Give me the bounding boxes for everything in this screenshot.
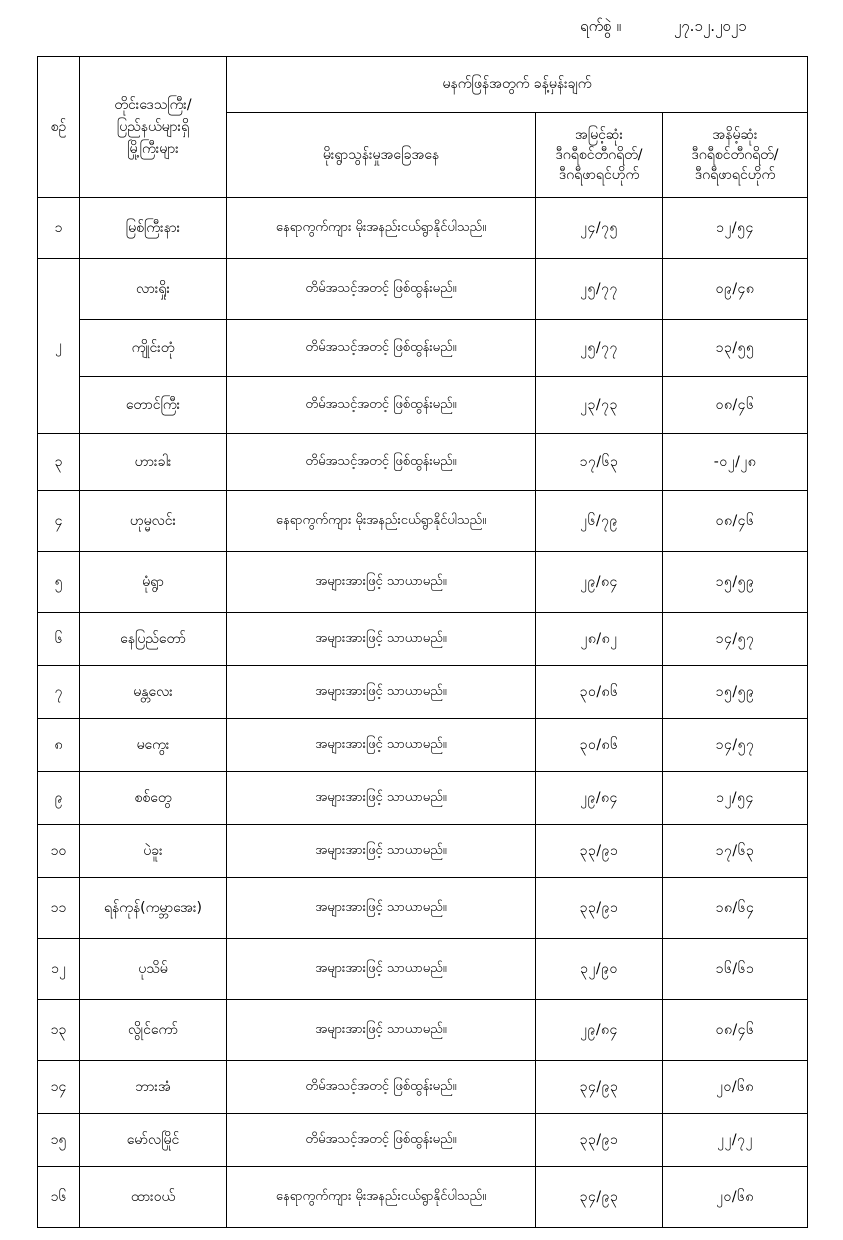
city-name: နေပြည်တော်: [80, 613, 227, 666]
row-number: ၈: [38, 719, 80, 772]
max-temperature: ၃၃/၉၁: [536, 825, 663, 878]
column-header-min-temp: [663, 113, 808, 198]
table-row: [38, 719, 808, 772]
city-name: တောင်ကြီး: [80, 377, 227, 434]
min-temperature: ၁၈/၆၄: [663, 878, 808, 939]
weather-condition: အများအားဖြင့် သာယာမည်။: [227, 666, 536, 719]
weather-condition: တိမ်အသင့်အတင့် ဖြစ်ထွန်းမည်။: [227, 377, 536, 434]
date-label: ရက်စွဲ ။: [580, 17, 622, 35]
min-temperature: ၁၆/၆၁: [663, 939, 808, 1000]
row-number: ၁၃: [38, 1000, 80, 1061]
city-name: မြစ်ကြီးနား: [80, 198, 227, 259]
max-temperature: ၃၄/၉၃: [536, 1061, 663, 1114]
min-temperature: ၁၇/၆၃: [663, 825, 808, 878]
min-temperature: ၀၉/၄၈: [663, 259, 808, 320]
row-number: ၁၂: [38, 939, 80, 1000]
max-temperature: ၂၄/၇၅: [536, 198, 663, 259]
min-temperature: ၂၀/၆၈: [663, 1061, 808, 1114]
table-row: [38, 666, 808, 719]
max-temperature: ၂၃/၇၃: [536, 377, 663, 434]
column-header-weather: မိုးရွာသွန်းမှုအခြေအနေ: [227, 113, 536, 198]
report-date: [580, 14, 747, 38]
min-temperature: ၁၃/၅၅: [663, 320, 808, 377]
max-temperature: ၂၉/၈၄: [536, 1000, 663, 1061]
min-header-line-3: ဒီဂရီဖာရင်ဟိုက်: [694, 167, 776, 183]
row-number: ၇: [38, 666, 80, 719]
min-temperature: ၂၀/၆၈: [663, 1167, 808, 1228]
max-temperature: ၂၆/၇၉: [536, 491, 663, 552]
date-value: ၂၇.၁၂.၂၀၂၁: [673, 17, 747, 35]
max-header-line-2: ဒီဂရီစင်တီဂရိတ်/: [555, 147, 643, 163]
weather-condition: အများအားဖြင့် သာယာမည်။: [227, 825, 536, 878]
weather-condition: တိမ်အသင့်အတင့် ဖြစ်ထွန်းမည်။: [227, 434, 536, 491]
min-temperature: ၁၅/၅၉: [663, 552, 808, 613]
row-number: ၂: [38, 259, 80, 434]
min-header-line-1: အနိမ့်ဆုံး: [712, 127, 758, 143]
row-number: ၆: [38, 613, 80, 666]
weather-condition: အများအားဖြင့် သာယာမည်။: [227, 613, 536, 666]
city-name: ပဲခူး: [80, 825, 227, 878]
row-number: ၅: [38, 552, 80, 613]
table-row: [38, 198, 808, 259]
max-temperature: ၂၉/၈၄: [536, 772, 663, 825]
weather-condition: အများအားဖြင့် သာယာမည်။: [227, 939, 536, 1000]
row-number: ၉: [38, 772, 80, 825]
table-row: [38, 320, 808, 377]
city-name: ပုသိမ်: [80, 939, 227, 1000]
city-name: ဟားခါး: [80, 434, 227, 491]
weather-condition: တိမ်အသင့်အတင့် ဖြစ်ထွန်းမည်။: [227, 320, 536, 377]
min-temperature: ၀၈/၄၆: [663, 1000, 808, 1061]
table-row: [38, 377, 808, 434]
max-header-line-3: ဒီဂရီဖာရင်ဟိုက်: [558, 167, 640, 183]
table-row: [38, 939, 808, 1000]
column-header-no: စဉ်: [38, 57, 80, 198]
weather-condition: နေရာကွက်ကျား မိုးအနည်းငယ်ရွာနိုင်ပါသည်။: [227, 491, 536, 552]
city-name: ဟုမ္မလင်း: [80, 491, 227, 552]
table-row: [38, 1114, 808, 1167]
weather-condition: တိမ်အသင့်အတင့် ဖြစ်ထွန်းမည်။: [227, 1114, 536, 1167]
row-number: ၁၆: [38, 1167, 80, 1228]
row-number: ၁၅: [38, 1114, 80, 1167]
table-row: [38, 491, 808, 552]
min-temperature: ၁၅/၅၉: [663, 666, 808, 719]
row-number: ၁: [38, 198, 80, 259]
region-header-line-2: ပြည်နယ်များရှိ: [116, 119, 190, 135]
max-temperature: ၃၃/၉၁: [536, 878, 663, 939]
min-temperature: ၁၄/၅၇: [663, 613, 808, 666]
table-row: [38, 434, 808, 491]
city-name: ဘားအံ: [80, 1061, 227, 1114]
min-temperature: ၁၂/၅၄: [663, 772, 808, 825]
max-temperature: ၂၈/၈၂: [536, 613, 663, 666]
max-temperature: ၃၀/၈၆: [536, 666, 663, 719]
row-number: ၄: [38, 491, 80, 552]
city-name: လားရှိုး: [80, 259, 227, 320]
weather-condition: နေရာကွက်ကျား မိုးအနည်းငယ်ရွာနိုင်ပါသည်။: [227, 1167, 536, 1228]
city-name: မော်လမြိုင်: [80, 1114, 227, 1167]
row-number: ၁၄: [38, 1061, 80, 1114]
weather-condition: တိမ်အသင့်အတင့် ဖြစ်ထွန်းမည်။: [227, 1061, 536, 1114]
column-header-max-temp: [536, 113, 663, 198]
max-temperature: ၃၄/၉၃: [536, 1167, 663, 1228]
table-row: [38, 878, 808, 939]
max-header-line-1: အမြင့်ဆုံး: [574, 127, 624, 143]
region-header-line-1: တိုင်းဒေသကြီး/: [114, 97, 192, 113]
min-temperature: ၀၈/၄၆: [663, 377, 808, 434]
max-temperature: ၃၃/၉၁: [536, 1114, 663, 1167]
min-temperature: ၀၈/၄၆: [663, 491, 808, 552]
table-row: [38, 825, 808, 878]
row-number: ၁၀: [38, 825, 80, 878]
region-header-line-3: မြို့ကြီးများ: [127, 141, 179, 157]
max-temperature: ၂၅/၇၇: [536, 320, 663, 377]
max-temperature: ၃၂/၉၀: [536, 939, 663, 1000]
city-name: ကျိုင်းတုံ: [80, 320, 227, 377]
table-row: [38, 772, 808, 825]
city-name: မကွေး: [80, 719, 227, 772]
column-header-region: [80, 57, 227, 198]
max-temperature: ၁၇/၆၃: [536, 434, 663, 491]
row-number: ၁၁: [38, 878, 80, 939]
weather-condition: အများအားဖြင့် သာယာမည်။: [227, 1000, 536, 1061]
max-temperature: ၂၉/၈၄: [536, 552, 663, 613]
table-row: [38, 1167, 808, 1228]
forecast-table: [37, 56, 808, 1228]
min-temperature: ၁၄/၅၇: [663, 719, 808, 772]
city-name: ရန်ကုန်(ကမ္ဘာအေး): [80, 878, 227, 939]
table-row: [38, 1000, 808, 1061]
min-header-line-2: ဒီဂရီစင်တီဂရိတ်/: [691, 147, 779, 163]
min-temperature: ၁၂/၅၄: [663, 198, 808, 259]
weather-condition: အများအားဖြင့် သာယာမည်။: [227, 772, 536, 825]
city-name: စစ်တွေ: [80, 772, 227, 825]
table-row: [38, 259, 808, 320]
city-name: မုံရွာ: [80, 552, 227, 613]
city-name: ထားဝယ်: [80, 1167, 227, 1228]
city-name: လွိုင်ကော်: [80, 1000, 227, 1061]
table-row: [38, 613, 808, 666]
min-temperature: -၀၂/၂၈: [663, 434, 808, 491]
table-row: [38, 552, 808, 613]
table-row: [38, 1061, 808, 1114]
weather-condition: နေရာကွက်ကျား မိုးအနည်းငယ်ရွာနိုင်ပါသည်။: [227, 198, 536, 259]
column-header-forecast: မနက်ဖြန်အတွက် ခန့်မှန်းချက်: [227, 57, 808, 113]
row-number: ၃: [38, 434, 80, 491]
weather-condition: အများအားဖြင့် သာယာမည်။: [227, 719, 536, 772]
city-name: မန္တလေး: [80, 666, 227, 719]
max-temperature: ၃၀/၈၆: [536, 719, 663, 772]
weather-condition: တိမ်အသင့်အတင့် ဖြစ်ထွန်းမည်။: [227, 259, 536, 320]
min-temperature: ၂၂/၇၂: [663, 1114, 808, 1167]
weather-condition: အများအားဖြင့် သာယာမည်။: [227, 878, 536, 939]
max-temperature: ၂၅/၇၇: [536, 259, 663, 320]
weather-condition: အများအားဖြင့် သာယာမည်။: [227, 552, 536, 613]
